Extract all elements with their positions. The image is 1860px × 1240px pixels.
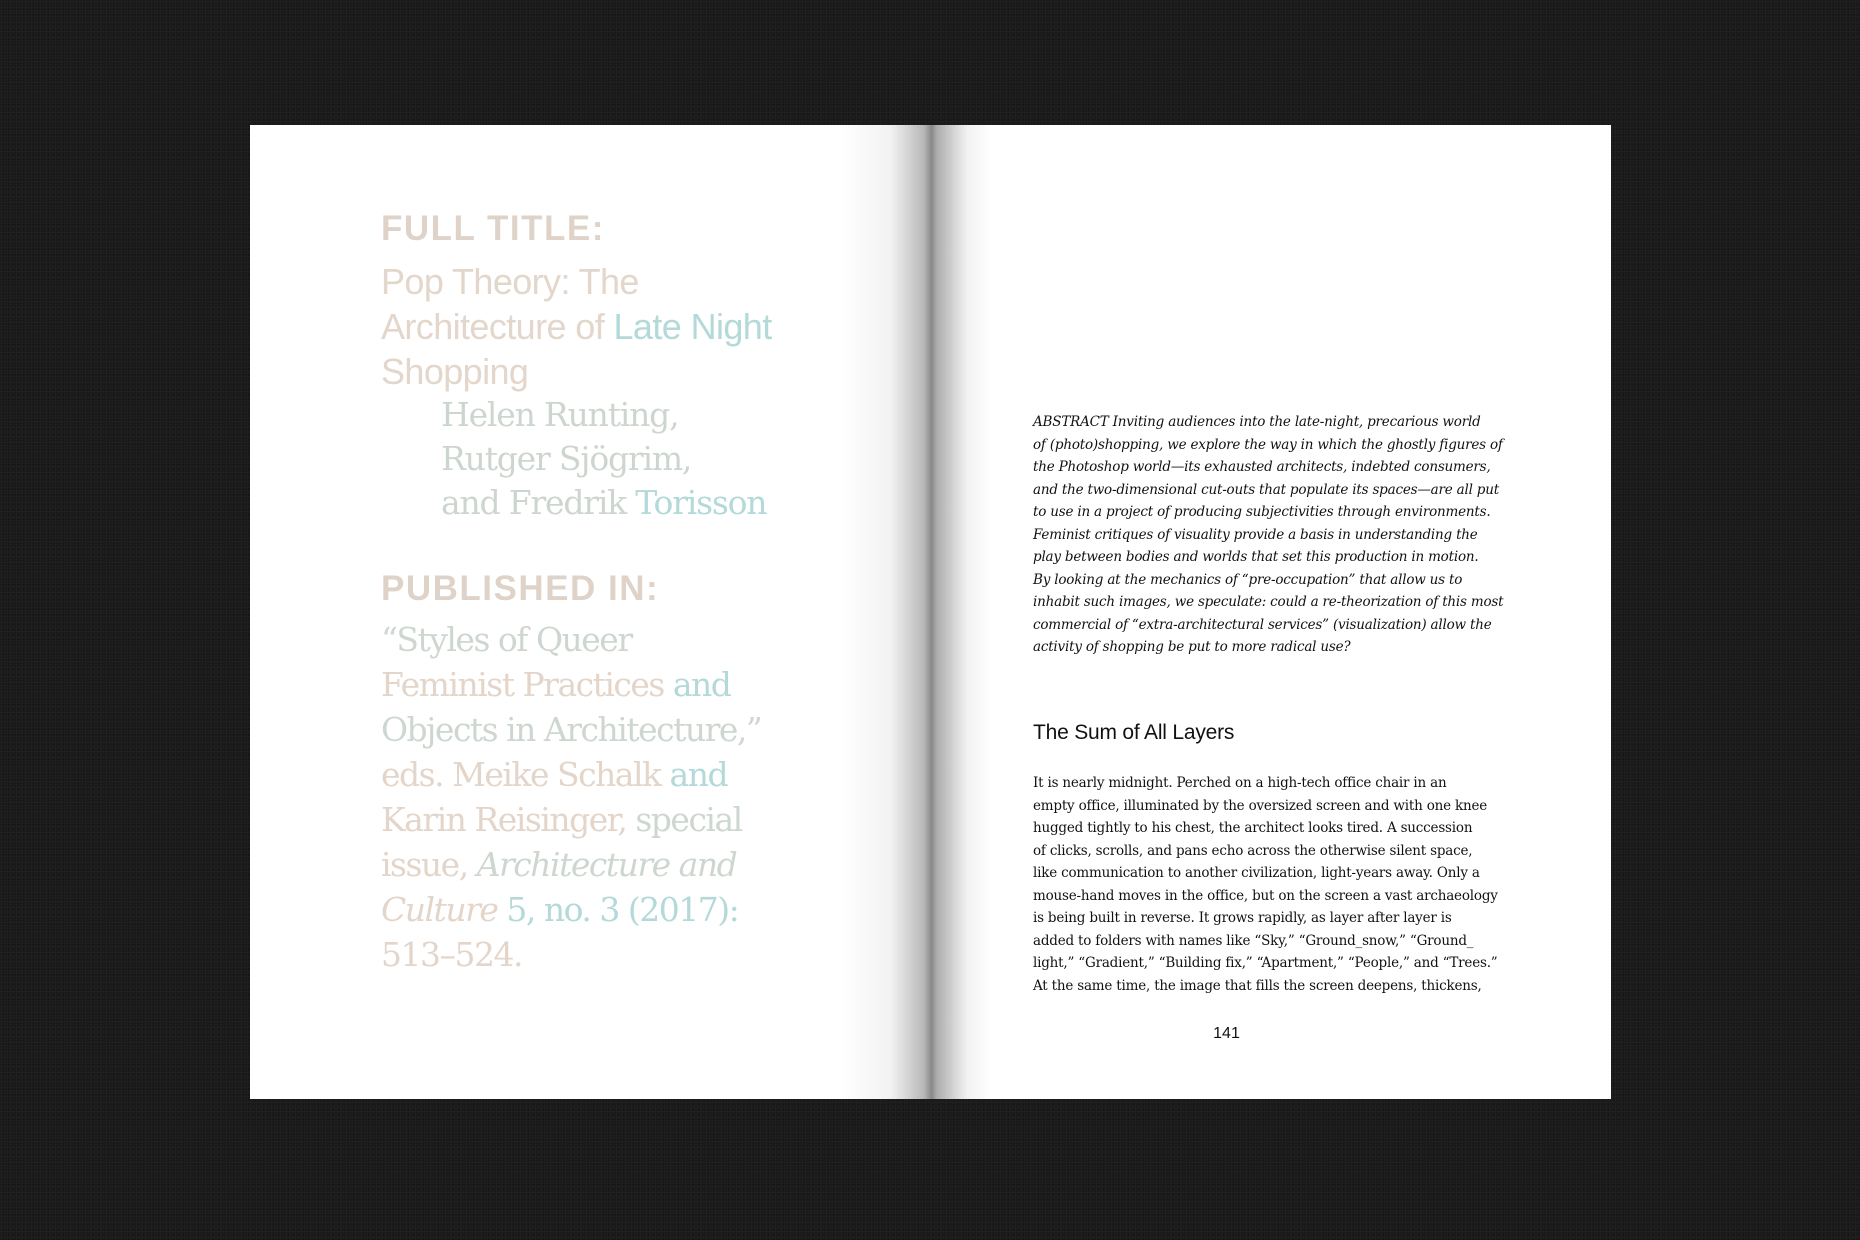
gutter-shadow-right [931, 125, 991, 1099]
abstract-line: and the two-dimensional cut-outs that populate its spaces—are all put [1033, 481, 1499, 498]
body-line: of clicks, scrolls, and pans echo across the otherwise silent space, [1033, 842, 1473, 859]
section-title: The Sum of All Layers [1033, 721, 1235, 744]
pub-line-4b: and [669, 755, 728, 794]
abstract-line: inhabit such images, we speculate: could a re-theorization of this most [1033, 594, 1504, 610]
abstract-line: of (photo)shopping, we explore the way in which the ghostly figures of [1033, 436, 1503, 453]
pub-line-6b: Architecture and [476, 845, 737, 884]
pub-line-1: “Styles of Queer [381, 620, 632, 659]
abstract-line: Feminist critiques of visuality provide a basis in understanding the [1033, 526, 1478, 543]
author-line-3a: and Fredrik [441, 483, 636, 522]
book-spread [250, 125, 1611, 1099]
pub-line-2 [381, 662, 901, 707]
published-in-label: PUBLISHED IN: [381, 569, 660, 608]
pub-line-7b: 5, no. 3 (2017): [497, 890, 739, 929]
title-line-1: Pop Theory: The [381, 261, 639, 302]
pub-line-2a: Feminist Practices [381, 665, 673, 704]
pub-line-7 [381, 887, 901, 932]
body-line: added to folders with names like “Sky,” “Ground_snow,” “Ground_ [1033, 932, 1474, 949]
pub-line-4 [381, 752, 901, 797]
pub-line-6a: issue, [381, 845, 477, 884]
body-line: hugged tightly to his chest, the architect looks tired. A succession [1033, 820, 1473, 836]
authors [441, 393, 921, 525]
body-line: At the same time, the image that fills the screen deepens, thickens, [1033, 977, 1482, 994]
body-text [1033, 772, 1503, 997]
full-title-label: FULL TITLE: [381, 209, 605, 248]
left-page [250, 125, 931, 1099]
abstract-line: commercial of “extra-architectural services” (visualization) allow the [1033, 616, 1492, 633]
pub-line-5b: special [635, 800, 742, 839]
abstract-line: to use in a project of producing subjectivities through environments. [1033, 504, 1491, 520]
page-number: 141 [1213, 1025, 1240, 1042]
title-line-2 [381, 304, 901, 349]
author-line-3b: Torisson [635, 483, 767, 522]
abstract-line: By looking at the mechanics of “pre-occupation” that allow us to [1033, 571, 1463, 588]
pub-line-8: 513–524. [381, 935, 522, 974]
pub-line-3: Objects in Architecture,” [381, 710, 762, 749]
body-line: mouse-hand moves in the office, but on the screen a vast archaeology [1033, 887, 1498, 904]
abstract-line: activity of shopping be put to more radical use? [1033, 639, 1351, 655]
abstract-line: ABSTRACT Inviting audiences into the late-night, precarious world [1033, 414, 1481, 430]
title-line-2a: Architecture of [381, 306, 614, 347]
pub-line-2b: and [672, 665, 731, 704]
body-line: light,” “Gradient,” “Building fix,” “Apartment,” “People,” and “Trees.” [1033, 955, 1498, 971]
body-line: It is nearly midnight. Perched on a high-tech office chair in an [1033, 775, 1447, 791]
author-line-1: Helen Runting, [441, 395, 679, 434]
pub-line-7a: Culture [381, 890, 498, 929]
body-line: is being built in reverse. It grows rapidly, as layer after layer is [1033, 910, 1452, 926]
body-line: like communication to another civilization, light-years away. Only a [1033, 865, 1480, 881]
pub-line-4a: eds. Meike Schalk [381, 755, 670, 794]
title-line-3: Shopping [381, 351, 529, 392]
author-line-3 [441, 481, 921, 525]
article-title [381, 259, 901, 394]
abstract [1033, 411, 1503, 659]
publication-info [381, 617, 901, 977]
title-line-2b: Late Night [613, 306, 772, 347]
pub-line-6 [381, 842, 901, 887]
author-line-2: Rutger Sjögrim, [441, 439, 692, 478]
abstract-line: the Photoshop world—its exhausted architects, indebted consumers, [1033, 459, 1491, 475]
right-page [931, 125, 1611, 1099]
abstract-line: play between bodies and worlds that set this production in motion. [1033, 549, 1479, 565]
pub-line-5a: Karin Reisinger, [381, 800, 636, 839]
body-line: empty office, illuminated by the oversized screen and with one knee [1033, 797, 1488, 814]
pub-line-5 [381, 797, 901, 842]
